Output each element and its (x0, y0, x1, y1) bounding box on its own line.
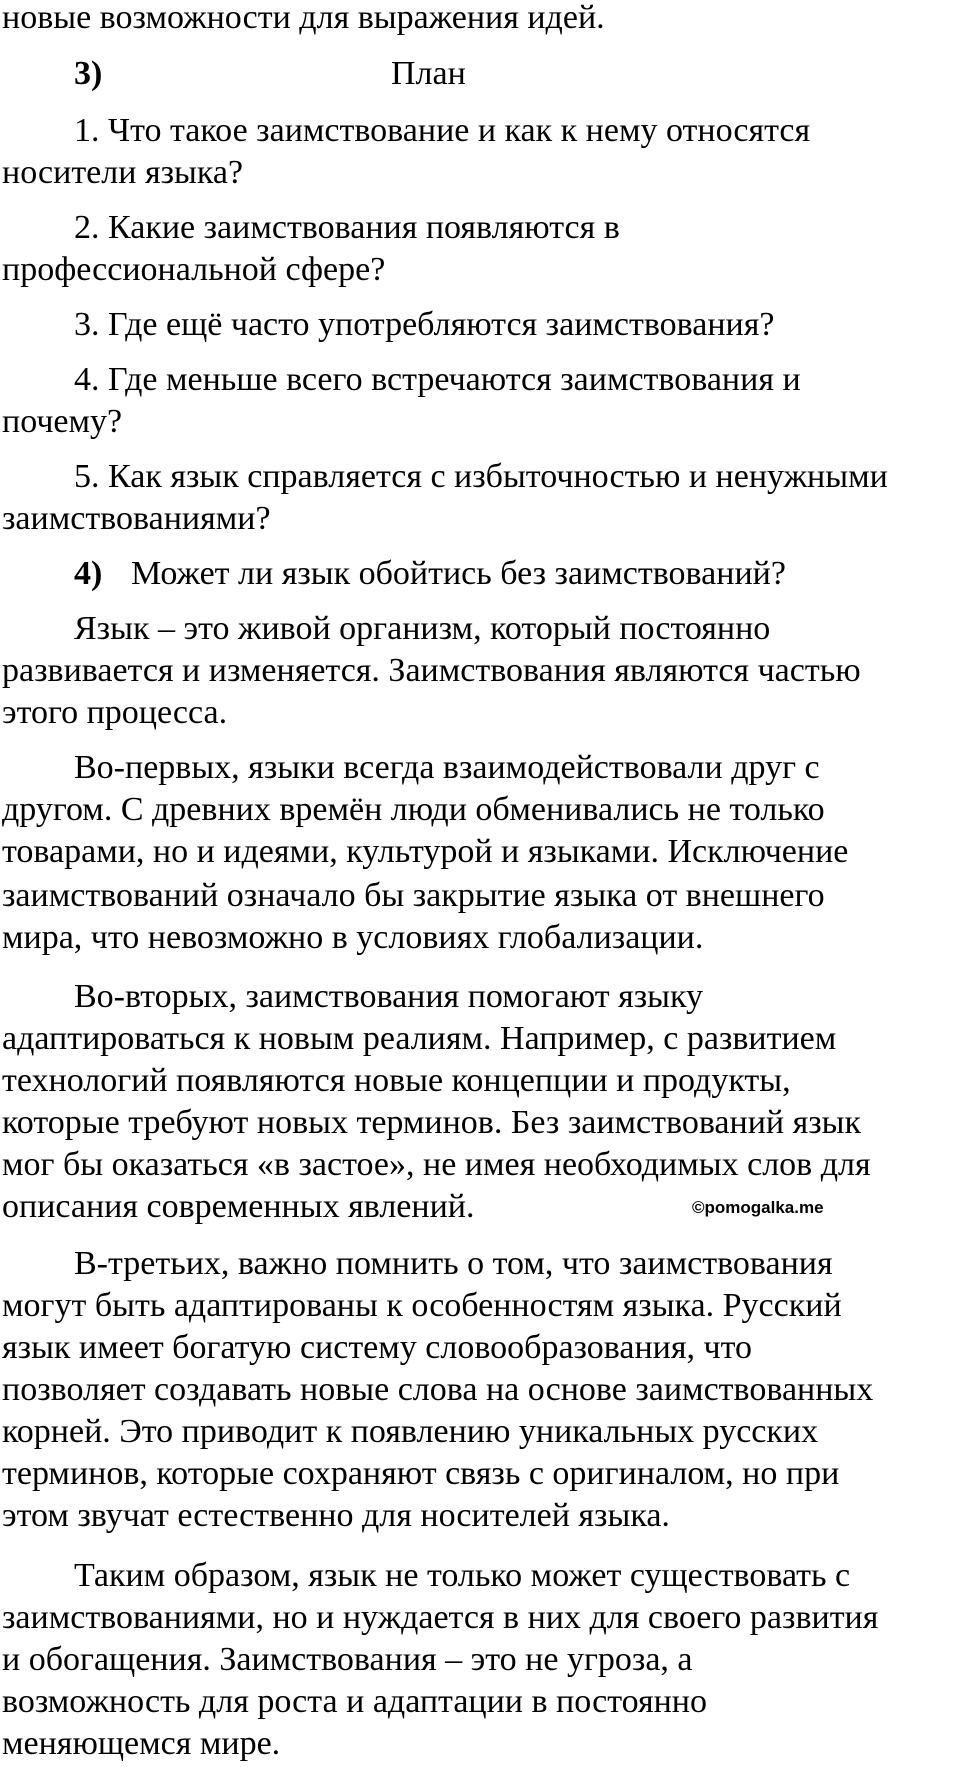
paragraph-3-line-6: описания современных явлений. (2, 1188, 475, 1225)
paragraph-2-line-1: Во-первых, языки всегда взаимодействовали друг с (74, 749, 820, 786)
plan-item-3-line-1: 3. Где ещё часто употребляются заимствования? (74, 306, 775, 343)
plan-item-1-line-2: носители языка? (2, 154, 244, 191)
paragraph-1-line-1: Язык – это живой организм, который постоянно (74, 610, 771, 647)
paragraph-3-line-1: Во-вторых, заимствования помогают языку (74, 978, 704, 1015)
plan-item-5-line-1: 5. Как язык справляется с избыточностью и ненужными (74, 458, 888, 495)
plan-item-4-line-1: 4. Где меньше всего встречаются заимствования и (74, 361, 801, 398)
paragraph-4-line-3: язык имеет богатую систему словообразования, что (2, 1329, 753, 1366)
paragraph-1-line-2: развивается и изменяется. Заимствования являются частью (2, 652, 861, 689)
paragraph-3-line-4: которые требуют новых терминов. Без заимствований язык (2, 1104, 862, 1141)
plan-item-2-line-1: 2. Какие заимствования появляются в (74, 209, 620, 246)
paragraph-5-line-4: возможность для роста и адаптации в постоянно (2, 1683, 707, 1720)
paragraph-5-line-5: меняющемся мире. (2, 1725, 281, 1762)
paragraph-3-line-2: адаптироваться к новым реалиям. Например, с развитием (2, 1020, 837, 1057)
paragraph-2-line-4: заимствований означало бы закрытие языка от внешнего (2, 877, 825, 914)
paragraph-4-line-5: корней. Это приводит к появлению уникальных русских (2, 1413, 819, 1450)
paragraph-3-line-5: мог бы оказаться «в застое», не имея необходимых слов для (2, 1146, 871, 1183)
section-3-number: 3) (74, 55, 103, 92)
plan-title: План (391, 55, 466, 92)
paragraph-2-line-3: товарами, но и идеями, культурой и языками. Исключение (2, 833, 849, 870)
paragraph-2-line-5: мира, что невозможно в условиях глобализации. (2, 919, 704, 956)
paragraph-4-line-1: В-третьих, важно помнить о том, что заимствования (74, 1245, 833, 1282)
paragraph-4-line-6: терминов, которые сохраняют связь с оригиналом, но при (2, 1455, 840, 1492)
watermark: ©pomogalka.me (692, 1198, 824, 1217)
paragraph-3-line-3: технологий появляются новые концепции и продукты, (2, 1062, 791, 1099)
paragraph-5-line-1: Таким образом, язык не только может существовать с (74, 1557, 851, 1594)
section-4-number: 4) (74, 555, 103, 592)
plan-item-5-line-2: заимствованиями? (2, 500, 271, 537)
paragraph-1-line-3: этого процесса. (2, 694, 228, 731)
plan-item-4-line-2: почему? (2, 403, 123, 440)
paragraph-4-line-2: могут быть адаптированы к особенностям языка. Русский (2, 1287, 842, 1324)
intro-tail-line: новые возможности для выражения идей. (2, 0, 605, 36)
paragraph-4-line-4: позволяет создавать новые слова на основе заимствованных (2, 1371, 874, 1408)
plan-item-1-line-1: 1. Что такое заимствование и как к нему относятся (74, 112, 811, 149)
paragraph-4-line-7: этом звучат естественно для носителей языка. (2, 1497, 670, 1534)
paragraph-5-line-2: заимствованиями, но и нуждается в них для своего развития (2, 1599, 879, 1636)
paragraph-2-line-2: другом. С древних времён люди обменивались не только (2, 791, 825, 828)
paragraph-5-line-3: и обогащения. Заимствования – это не угроза, а (2, 1641, 693, 1678)
plan-item-2-line-2: профессиональной сфере? (2, 251, 386, 288)
section-4-question: Может ли язык обойтись без заимствований? (131, 555, 786, 592)
